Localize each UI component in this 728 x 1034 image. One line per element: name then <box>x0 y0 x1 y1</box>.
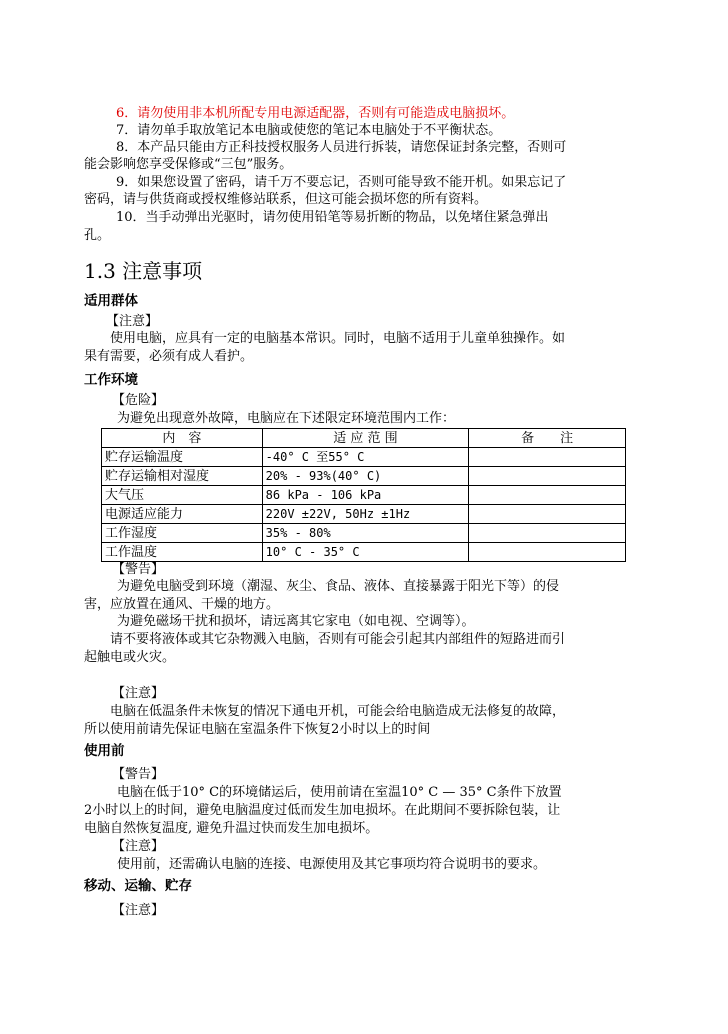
before-warning-line: 电脑自然恢复温度, 避免升温过快而发生加电损坏。 <box>84 821 379 836</box>
intro-item-6: 6．请勿使用非本机所配专用电源适配器，否则有可能造成电脑损坏。 <box>116 106 515 121</box>
table-cell: 20% - 93%(40° C) <box>262 467 469 486</box>
table-header-row <box>102 429 626 448</box>
table-header-cell: 适 应 范 围 <box>262 429 469 448</box>
table-row <box>102 543 626 562</box>
table-row <box>102 486 626 505</box>
intro-item-9-cont: 密码，请与供货商或授权维修站联系，但这可能会损坏您的所有资料。 <box>84 192 488 207</box>
table-header-cell: 内 容 <box>102 429 263 448</box>
env-warning-line: 害，应放置在通风、干燥的地方。 <box>84 597 280 612</box>
env-warning-line: 为避免电脑受到环境（潮湿、灰尘、食品、液体、直接暴露于阳光下等）的侵 <box>117 579 560 594</box>
warning-tag: 【警告】 <box>112 562 165 577</box>
before-warning-line: 电脑在低于10° C的环境储运后，使用前请在室温10° C — 35° C条件下放置 <box>117 785 562 800</box>
applicable-text-line: 果有需要，必须有成人看护。 <box>84 349 254 364</box>
env-note-line: 所以使用前请先保证电脑在室温条件下恢复2小时以上的时间 <box>84 722 431 737</box>
env-note-line: 电脑在低温条件未恢复的情况下通电开机，可能会给电脑造成无法修复的故障， <box>110 704 566 719</box>
table-row <box>102 524 626 543</box>
table-row <box>102 505 626 524</box>
table-cell: 电源适应能力 <box>102 505 263 524</box>
table-cell: 86 kPa - 106 kPa <box>262 486 469 505</box>
table-header-cell: 备 注 <box>469 429 626 448</box>
table-cell: 220V ±22V, 50Hz ±1Hz <box>262 505 469 524</box>
table-cell <box>469 543 626 562</box>
table-cell: -40° C 至55° C <box>262 448 469 467</box>
environment-table <box>101 428 626 562</box>
table-cell <box>469 467 626 486</box>
table-cell: 贮存运输温度 <box>102 448 263 467</box>
before-warning-line: 2小时以上的时间，避免电脑温度过低而发生加电损坏。在此期间不要拆除包装，让 <box>84 803 561 818</box>
table-cell: 35% - 80% <box>262 524 469 543</box>
env-warning-line: 为避免磁场干扰和损坏，请远离其它家电（如电视、空调等）。 <box>117 614 475 629</box>
table-row <box>102 448 626 467</box>
table-cell <box>469 505 626 524</box>
table-cell: 大气压 <box>102 486 263 505</box>
table-cell <box>469 448 626 467</box>
heading-work-environment: 工作环境 <box>84 372 138 388</box>
table-row <box>102 467 626 486</box>
applicable-text-line: 使用电脑，应具有一定的电脑基本常识。同时，电脑不适用于儿童单独操作。如 <box>110 331 566 346</box>
table-cell: 贮存运输相对湿度 <box>102 467 263 486</box>
table-intro: 为避免出现意外故障，电脑应在下述限定环境范围内工作： <box>117 411 456 426</box>
intro-item-9: 9．如果您设置了密码，请千万不要忘记，否则可能导致不能开机。如果忘记了 <box>116 175 567 190</box>
table-cell <box>469 486 626 505</box>
intro-item-10-cont: 孔。 <box>84 228 111 243</box>
intro-item-8: 8．本产品只能由方正科技授权服务人员进行拆装，请您保证封条完整，否则可 <box>116 140 567 155</box>
note-tag: 【注意】 <box>106 314 159 329</box>
table-cell: 10° C - 35° C <box>262 543 469 562</box>
env-warning-line: 请不要将液体或其它杂物溅入电脑，否则有可能会引起其内部组件的短路进而引 <box>110 632 566 647</box>
heading-applicable-group: 适用群体 <box>84 293 138 309</box>
table-cell: 工作温度 <box>102 543 263 562</box>
before-note-line: 使用前，还需确认电脑的连接、电源使用及其它事项均符合说明书的要求。 <box>117 857 547 872</box>
note-tag: 【注意】 <box>112 839 165 854</box>
heading-move-transport-storage: 移动、运输、贮存 <box>84 878 192 894</box>
intro-item-8-cont: 能会影响您享受保修或“三包”服务。 <box>84 157 293 172</box>
intro-item-7: 7．请勿单手取放笔记本电脑或使您的笔记本电脑处于不平衡状态。 <box>116 123 502 138</box>
note-tag: 【注意】 <box>112 903 165 918</box>
section-title: 1.3 注意事项 <box>84 259 203 283</box>
danger-tag: 【危险】 <box>112 393 165 408</box>
heading-before-use: 使用前 <box>84 743 125 759</box>
table-cell <box>469 524 626 543</box>
warning-tag: 【警告】 <box>112 767 165 782</box>
env-warning-line: 起触电或火灾。 <box>84 650 176 665</box>
table-cell: 工作湿度 <box>102 524 263 543</box>
note-tag: 【注意】 <box>112 686 165 701</box>
intro-item-10: 10．当手动弹出光驱时，请勿使用铅笔等易折断的物品，以免堵住紧急弹出 <box>116 210 549 225</box>
